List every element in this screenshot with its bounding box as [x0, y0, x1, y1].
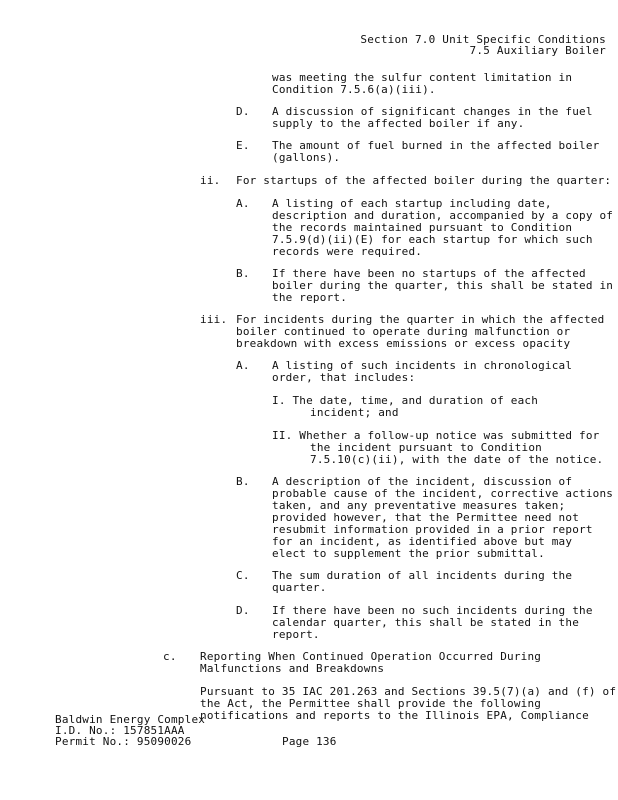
- body-line: Pursuant to 35 IAC 201.263 and Sections 39.5(7)(a) and (f) of: [200, 685, 617, 698]
- item-label-ii-b: B.: [236, 267, 250, 280]
- body-line: (gallons).: [272, 151, 341, 164]
- body-line: boiler continued to operate during malfunction or: [236, 325, 571, 338]
- body-line: resubmit information provided in a prior report: [272, 523, 593, 536]
- body-line: description and duration, accompanied by a copy of: [272, 209, 614, 222]
- body-line: breakdown with excess emissions or excess opacity: [236, 337, 571, 350]
- body-line: report.: [272, 628, 320, 641]
- body-line: the records maintained pursuant to Condition: [272, 221, 573, 234]
- body-line: If there have been no such incidents during the: [272, 604, 593, 617]
- footer-page-number: Page 136: [282, 735, 337, 748]
- body-line: If there have been no startups of the affected: [272, 267, 586, 280]
- body-line: the report.: [272, 291, 348, 304]
- item-label-d: D.: [236, 105, 250, 118]
- body-line: provided however, that the Permittee need not: [272, 511, 580, 524]
- item-label-c: c.: [163, 650, 177, 663]
- body-line: boiler during the quarter, this shall be stated in: [272, 279, 614, 292]
- section-heading: Malfunctions and Breakdowns: [200, 662, 385, 675]
- item-label-ii: ii.: [200, 174, 221, 187]
- body-line: the incident pursuant to Condition: [310, 441, 542, 454]
- body-line: probable cause of the incident, corrective actions: [272, 487, 614, 500]
- header-section: Section 7.0 Unit Specific Conditions: [360, 33, 606, 46]
- body-line: elect to supplement the prior submittal.: [272, 547, 545, 560]
- item-label-iii-a: A.: [236, 359, 250, 372]
- item-label-iii: iii.: [200, 313, 228, 326]
- body-line: for an incident, as identified above but may: [272, 535, 573, 548]
- item-label-iii-d: D.: [236, 604, 250, 617]
- body-line: the Act, the Permittee shall provide the following: [200, 697, 542, 710]
- section-heading: Reporting When Continued Operation Occurred During: [200, 650, 542, 663]
- body-line: taken, and any preventative measures taken;: [272, 499, 566, 512]
- body-line: 7.5.9(d)(ii)(E) for each startup for which such: [272, 233, 593, 246]
- item-label-iii-c: C.: [236, 569, 250, 582]
- footer-permit: Permit No.: 95090026: [55, 735, 192, 748]
- item-label-ii-a: A.: [236, 197, 250, 210]
- body-line: Condition 7.5.6(a)(iii).: [272, 83, 436, 96]
- body-line: records were required.: [272, 245, 423, 258]
- footer-facility: Baldwin Energy Complex: [55, 713, 206, 726]
- body-line: A listing of each startup including date,: [272, 197, 552, 210]
- footer-id: I.D. No.: 157851AAA: [55, 724, 185, 737]
- body-line: The amount of fuel burned in the affected boiler: [272, 139, 600, 152]
- body-line: I. The date, time, and duration of each: [272, 394, 539, 407]
- body-line: The sum duration of all incidents during the: [272, 569, 573, 582]
- body-line: A listing of such incidents in chronological: [272, 359, 573, 372]
- body-line: order, that includes:: [272, 371, 416, 384]
- body-line: quarter.: [272, 581, 327, 594]
- body-line: incident; and: [310, 406, 399, 419]
- body-line: notifications and reports to the Illinois EPA, Compliance: [200, 709, 589, 722]
- header-subsection: 7.5 Auxiliary Boiler: [469, 44, 606, 57]
- body-line: was meeting the sulfur content limitation in: [272, 71, 573, 84]
- body-line: A description of the incident, discussion of: [272, 475, 573, 488]
- body-line: A discussion of significant changes in the fuel: [272, 105, 593, 118]
- body-line: For startups of the affected boiler during the quarter:: [236, 174, 612, 187]
- item-label-iii-b: B.: [236, 475, 250, 488]
- body-line: supply to the affected boiler if any.: [272, 117, 525, 130]
- body-line: calendar quarter, this shall be stated in the: [272, 616, 580, 629]
- item-label-e: E.: [236, 139, 250, 152]
- body-line: For incidents during the quarter in which the affected: [236, 313, 605, 326]
- body-line: 7.5.10(c)(ii), with the date of the notice.: [310, 453, 604, 466]
- body-line: II. Whether a follow-up notice was submitted for: [272, 429, 600, 442]
